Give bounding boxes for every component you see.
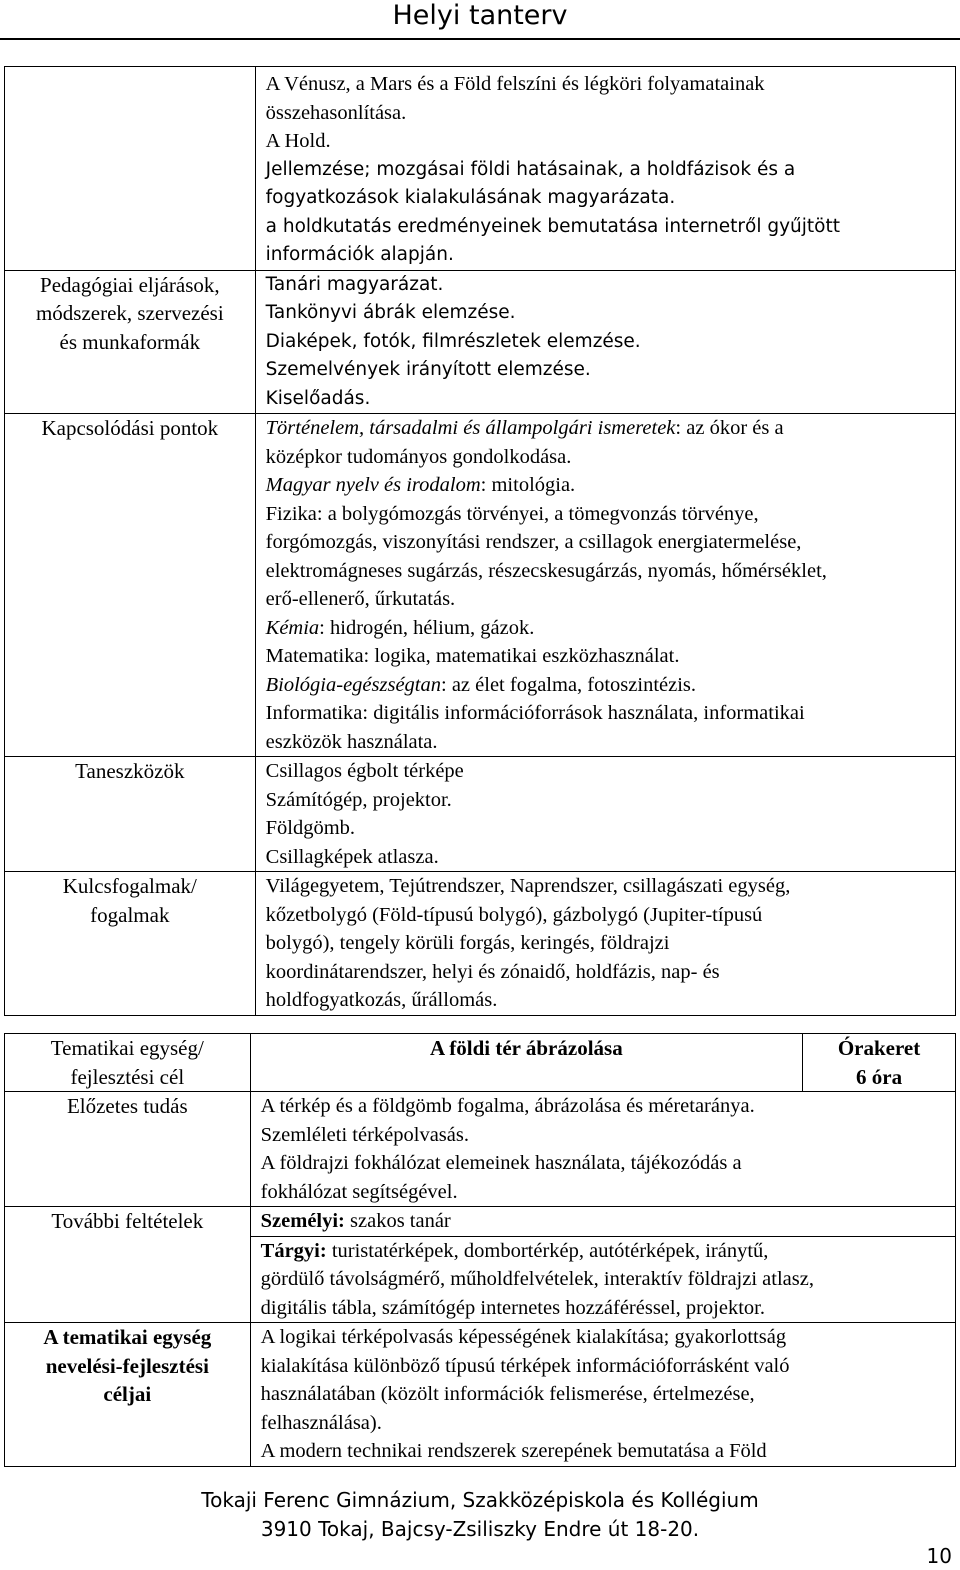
orakeret-label: Órakeret: [837, 1036, 921, 1060]
text-line: fogyatkozások kialakulásának magyarázata.: [265, 187, 676, 208]
text-line: Kémia: hidrogén, hélium, gázok.: [265, 616, 535, 639]
text-line: Diaképek, fotók, filmrészletek elemzése.: [265, 330, 641, 352]
text-line: használatában (közölt információk felismerése, értelmezése,: [260, 1383, 755, 1405]
text-line: Világegyetem, Tejútrendszer, Naprendszer, csillagászati egység,: [265, 875, 791, 897]
table-row-celjai: [5, 1323, 956, 1467]
text-line: Szemelvények irányított elemzése.: [265, 359, 591, 380]
row-label-empty: [5, 67, 256, 271]
table-row-pedagogia: [5, 270, 956, 414]
text-line: kialakítása különböző típusú térképek információforrásként való: [260, 1354, 790, 1377]
text-line: forgómozgás, viszonyítási rendszer, a csillagok energiatermelése,: [265, 531, 802, 553]
text-line: A földrajzi fokhálózat elemeinek használata, tájékozódás a: [260, 1152, 742, 1174]
row-label-kapcsolodasi: Kapcsolódási pontok: [5, 414, 256, 757]
text-line: a holdkutatás eredményeinek bemutatása internetről gyűjtött: [265, 215, 840, 237]
text-line: Fizika: a bolygómozgás törvényei, a tömegvonzás törvénye,: [265, 502, 759, 525]
row-content-elozetes: [250, 1092, 955, 1207]
curriculum-table-2: [4, 1033, 956, 1467]
header-rule: [0, 38, 960, 40]
row-content-targyi: [250, 1236, 955, 1323]
text-line: erő-ellenerő, űrkutatás.: [265, 588, 456, 610]
text-line: Földgömb.: [265, 817, 356, 839]
table-row-taneszkozok: [5, 757, 956, 872]
page-header-title: Helyi tanterv: [392, 0, 568, 31]
text-line: Történelem, társadalmi és állampolgári ismeretek: az ókor és a: [265, 417, 784, 439]
text-line: Csillagos égbolt térképe: [265, 760, 464, 782]
text-line: Csillagképek atlasza.: [265, 845, 439, 868]
text-line: bolygó), tengely körüli forgás, keringés, földrajzi: [265, 932, 670, 954]
table-row-kulcsfogalmak: [5, 872, 956, 1016]
orakeret-value: 6 óra: [856, 1064, 903, 1089]
text-line: A Hold.: [265, 130, 331, 152]
text-line: digitális tábla, számítógép internetes hozzáféréssel, projektor.: [260, 1296, 765, 1319]
table-row-tematikai: [5, 1034, 956, 1092]
text-line: elektromágneses sugárzás, részecskesugárzás, nyomás, hőmérséklet,: [265, 559, 827, 582]
row-label-taneszkozok: Taneszközök: [5, 757, 256, 872]
text-line: összehasonlítása.: [265, 101, 407, 124]
row-content-kapcsolodasi: [255, 414, 955, 757]
unit-title: A földi tér ábrázolása: [250, 1034, 802, 1092]
footer-address: 3910 Tokaj, Bajcsy-Zsiliszky Endre út 18-20.: [260, 1517, 700, 1541]
text-line: A térkép és a földgömb fogalma, ábrázolása és méretaránya.: [260, 1095, 755, 1117]
footer-school-name: Tokaji Ferenc Gimnázium, Szakközépiskola és Kollégium: [201, 1488, 759, 1512]
row-label-kulcsfogalmak: Kulcsfogalmak/ fogalmak: [5, 872, 256, 1016]
text-line: A modern technikai rendszerek szerepének bemutatása a Föld: [260, 1440, 767, 1462]
text-line: A logikai térképolvasás képességének kialakítása; gyakorlottság: [260, 1326, 787, 1348]
text-line: gördülő távolságmérő, műholdfelvételek, interaktív földrajzi atlasz,: [260, 1268, 814, 1290]
text-line: Tárgyi: turistatérképek, dombortérkép, autótérképek, iránytű,: [260, 1239, 769, 1262]
text-line: koordinátarendszer, helyi és zónaidő, holdfázis, nap- és: [265, 960, 720, 983]
text-line: felhasználása).: [260, 1411, 382, 1434]
row-label-elozetes: Előzetes tudás: [5, 1092, 251, 1207]
text-line: Tankönyvi ábrák elemzése.: [265, 302, 516, 323]
row-content: [255, 67, 955, 271]
text-line: Informatika: digitális információforrások használata, informatikai: [265, 702, 805, 724]
table-row: [5, 67, 956, 271]
text-line: Személyi: szakos tanár: [260, 1210, 451, 1232]
text-line: fokhálózat segítségével.: [260, 1180, 458, 1203]
row-content-celjai: [250, 1323, 955, 1467]
table-row-elozetes: [5, 1092, 956, 1207]
row-label-tematikai: Tematikai egység/ fejlesztési cél: [5, 1034, 251, 1092]
row-content-szemelyi: [250, 1207, 955, 1237]
row-label-celjai: A tematikai egység nevelési-fejlesztési céljai: [5, 1323, 251, 1467]
row-content-kulcsfogalmak: [255, 872, 955, 1016]
text-line: Számítógép, projektor.: [265, 788, 452, 811]
row-label-tovabbi: További feltételek: [5, 1207, 251, 1323]
text-line: kőzetbolygó (Föld-típusú bolygó), gázbolygó (Jupiter-típusú: [265, 903, 763, 926]
text-line: Biológia-egészségtan: az élet fogalma, fotoszintézis.: [265, 673, 697, 696]
text-line: Szemléleti térképolvasás.: [260, 1123, 469, 1146]
page-number: 10: [926, 1544, 952, 1568]
row-label-pedagogia: Pedagógiai eljárások, módszerek, szervezési és munkaformák: [5, 270, 256, 414]
text-line: Kiselőadás.: [265, 387, 371, 409]
text-line: A Vénusz, a Mars és a Föld felszíni és légköri folyamatainak: [265, 73, 765, 95]
row-content-pedagogia: [255, 270, 955, 414]
text-line: Jellemzése; mozgásai földi hatásainak, a holdfázisok és a: [265, 158, 796, 180]
text-line: információk alapján.: [265, 244, 454, 265]
text-line: Tanári magyarázat.: [265, 273, 444, 295]
curriculum-table-1: [4, 66, 956, 1016]
orakeret-cell: [803, 1034, 956, 1092]
text-line: középkor tudományos gondolkodása.: [265, 445, 572, 468]
text-line: Matematika: logika, matematikai eszközhasználat.: [265, 645, 680, 667]
text-line: Magyar nyelv és irodalom: mitológia.: [265, 474, 576, 496]
text-line: eszközök használata.: [265, 730, 438, 753]
table-row-szemelyi: [5, 1207, 956, 1237]
row-content-taneszkozok: [255, 757, 955, 872]
table-row-kapcsolodasi: [5, 414, 956, 757]
text-line: holdfogyatkozás, űrállomás.: [265, 989, 498, 1011]
